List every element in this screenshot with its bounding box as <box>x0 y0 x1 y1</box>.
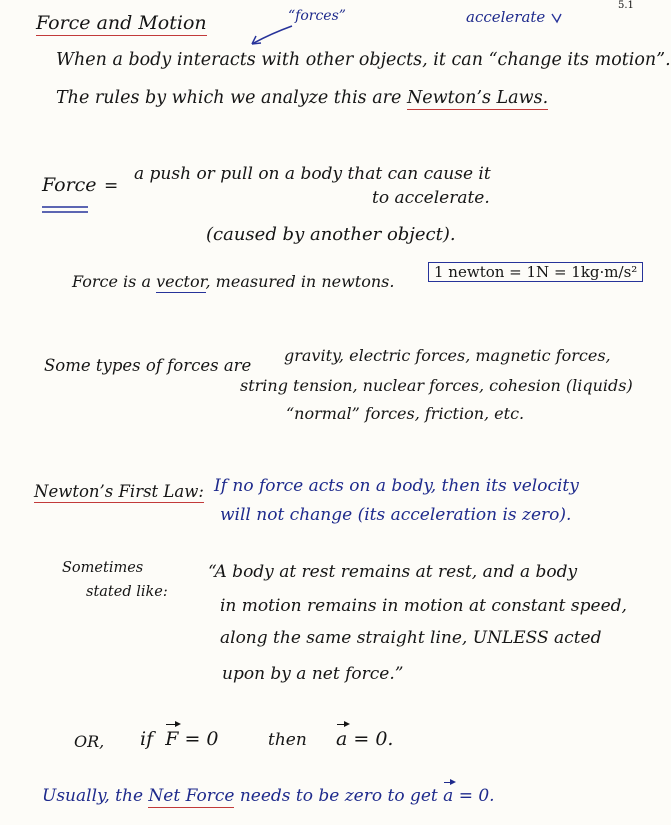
a-equals-zero: = 0. <box>353 728 394 750</box>
force-vector: F <box>165 728 179 750</box>
vector-line-b: , measured in newtons. <box>205 272 395 291</box>
force-def-line-2: to accelerate. <box>372 188 490 208</box>
types-lead: Some types of forces are <box>44 356 252 375</box>
first-law-label: Newton’s First Law: <box>34 482 204 501</box>
if-word: if <box>140 728 154 750</box>
vector-line-a: Force is a <box>72 272 151 291</box>
usually-eq: = 0. <box>458 786 495 806</box>
vector-word: vector <box>156 272 206 291</box>
newtons-laws: Newton’s Laws. <box>406 88 549 108</box>
first-law-line-1: If no force acts on a body, then its velocity <box>214 476 579 496</box>
or-equation-a <box>336 728 393 750</box>
title-text: Force and Motion <box>36 12 207 34</box>
acceleration-vector: a <box>336 728 348 750</box>
types-line-2: string tension, nuclear forces, cohesion (liquids) <box>240 376 633 395</box>
intro-line-1 <box>56 50 671 70</box>
types-line-1: gravity, electric forces, magnetic forces, <box>284 346 611 365</box>
sometimes-label-2: stated like: <box>86 584 168 600</box>
intro-line-1-text: When a body interacts with other objects, it can <box>56 50 483 70</box>
first-law-label-wrap <box>34 482 204 501</box>
intro-change-motion: “change its motion”. <box>488 50 671 70</box>
quote-line-4: upon by a net force.” <box>222 664 404 684</box>
force-def-line-3: (caused by another object). <box>206 224 456 245</box>
quote-line-2: in motion remains in motion at constant speed, <box>220 596 627 616</box>
annotation-forces: “forces” <box>288 8 346 24</box>
intro-line-2-text: The rules by which we analyze this are <box>56 88 402 108</box>
newton-definition-box: 1 newton = 1N = 1kg·m/s² <box>428 262 643 282</box>
intro-line-2 <box>56 88 548 108</box>
annotation-accelerate: accelerate <box>466 8 546 26</box>
f-equals-zero: = 0 <box>184 728 219 750</box>
force-term: Force <box>42 174 97 196</box>
arrow-accelerate-icon <box>552 14 561 22</box>
the-word: the <box>115 786 144 806</box>
sometimes-label-1: Sometimes <box>62 560 144 576</box>
then-word: then <box>268 730 307 750</box>
page-number: 5.1 <box>618 0 634 11</box>
acceleration-vector-2: a <box>443 786 454 806</box>
or-word: OR, <box>74 732 105 751</box>
first-law-line-2: will not change (its acceleration is zero). <box>220 505 572 525</box>
quote-line-1: “A body at rest remains at rest, and a body <box>208 562 578 582</box>
usually-word: Usually, <box>42 786 110 806</box>
vector-line <box>72 272 394 291</box>
force-def-line-1: a push or pull on a body that can cause it <box>134 164 491 184</box>
quote-line-3: along the same straight line, UNLESS acted <box>220 628 602 648</box>
or-equation-f <box>140 728 219 750</box>
arrow-forces-icon <box>252 26 292 44</box>
usually-rest: needs to be zero to get <box>239 786 438 806</box>
force-equals: = <box>104 176 119 196</box>
page-title <box>36 12 207 34</box>
net-force: Net Force <box>148 786 235 806</box>
types-line-3: “normal” forces, friction, etc. <box>286 404 525 423</box>
usually-line <box>42 786 495 806</box>
